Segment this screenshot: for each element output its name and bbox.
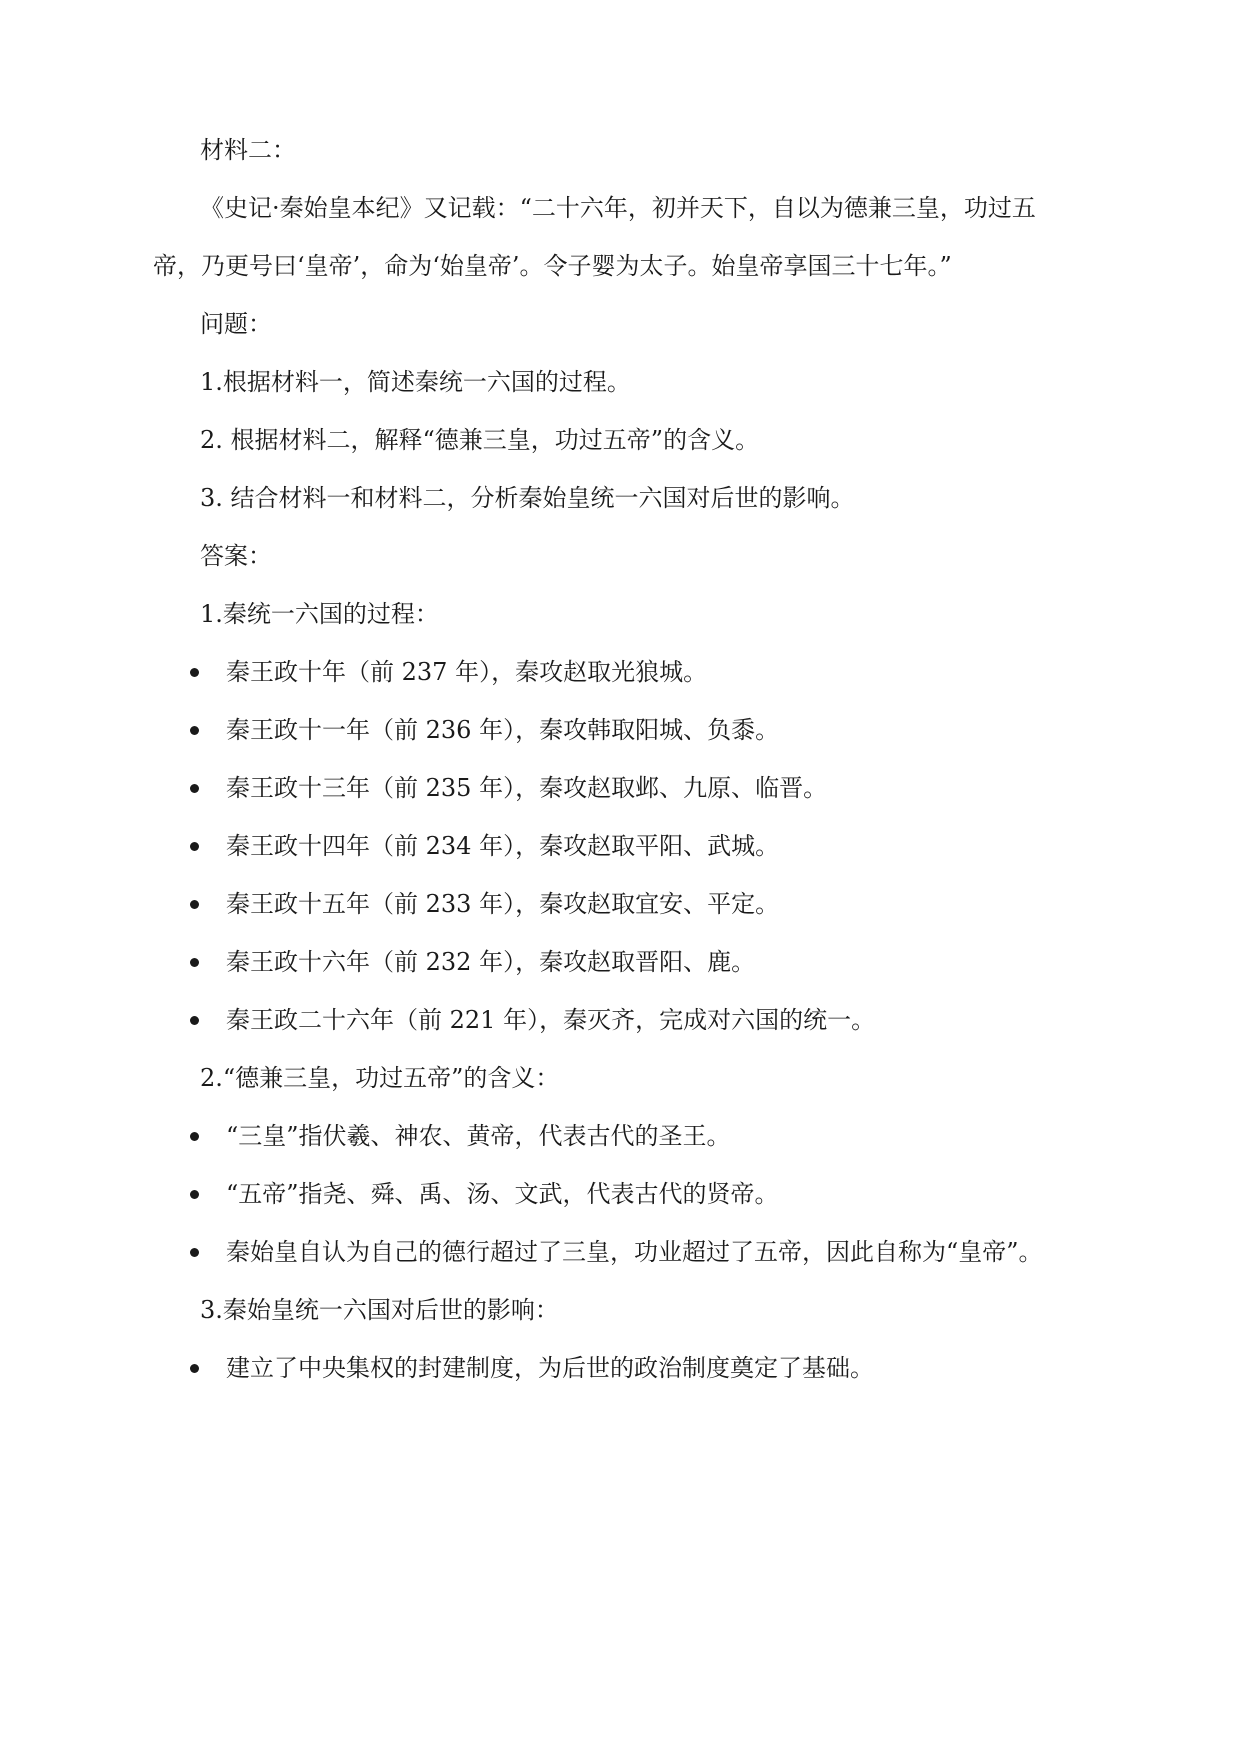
bullet-icon (190, 958, 199, 967)
list-item-text: 秦王政十六年（前 232 年），秦攻赵取晋阳、鹿。 (226, 948, 756, 976)
bullet-icon (190, 1132, 199, 1141)
answer-section-title: 3.秦始皇统一六国对后世的影响： (200, 1296, 559, 1324)
material-text-line: 帝，乃更号曰‘皇帝’，命为‘始皇帝’。令子婴为太子。始皇帝享国三十七年。” (153, 252, 952, 280)
bullet-icon (190, 668, 199, 677)
list-item-text: “三皇”指伏羲、神农、黄帝，代表古代的圣王。 (226, 1122, 731, 1150)
questions-heading: 问题： (200, 310, 272, 338)
list-item-text: 秦王政十年（前 237 年），秦攻赵取光狼城。 (226, 658, 708, 686)
material-heading: 材料二： (200, 136, 296, 164)
list-item-text: 秦王政十四年（前 234 年），秦攻赵取平阳、武城。 (226, 832, 780, 860)
question-item: 2. 根据材料二，解释“德兼三皇，功过五帝”的含义。 (200, 426, 760, 454)
list-item-text: 秦王政十三年（前 235 年），秦攻赵取邺、九原、临晋。 (226, 774, 828, 802)
question-item: 1.根据材料一，简述秦统一六国的过程。 (200, 368, 631, 396)
bullet-icon (190, 1248, 199, 1257)
bullet-icon (190, 1190, 199, 1199)
list-item-text: 秦王政十一年（前 236 年），秦攻韩取阳城、负黍。 (226, 716, 780, 744)
list-item-text: 秦王政二十六年（前 221 年），秦灭齐，完成对六国的统一。 (226, 1006, 876, 1034)
material-text-line: 《史记·秦始皇本纪》又记载：“二十六年，初并天下，自以为德兼三皇，功过五 (200, 194, 1036, 222)
list-item-text: “五帝”指尧、舜、禹、汤、文武，代表古代的贤帝。 (226, 1180, 779, 1208)
bullet-icon (190, 784, 199, 793)
answer-section-title: 2.“德兼三皇，功过五帝”的含义： (200, 1064, 560, 1092)
bullet-icon (190, 1016, 199, 1025)
question-item: 3. 结合材料一和材料二，分析秦始皇统一六国对后世的影响。 (200, 484, 855, 512)
list-item-text: 建立了中央集权的封建制度，为后世的政治制度奠定了基础。 (226, 1354, 874, 1382)
answer-section-title: 1.秦统一六国的过程： (200, 600, 439, 628)
bullet-icon (190, 842, 199, 851)
list-item-text: 秦始皇自认为自己的德行超过了三皇，功业超过了五帝，因此自称为“皇帝”。 (226, 1238, 1043, 1266)
list-item-text: 秦王政十五年（前 233 年），秦攻赵取宜安、平定。 (226, 890, 780, 918)
bullet-icon (190, 900, 199, 909)
bullet-icon (190, 1364, 199, 1373)
answers-heading: 答案： (200, 542, 272, 570)
bullet-icon (190, 726, 199, 735)
